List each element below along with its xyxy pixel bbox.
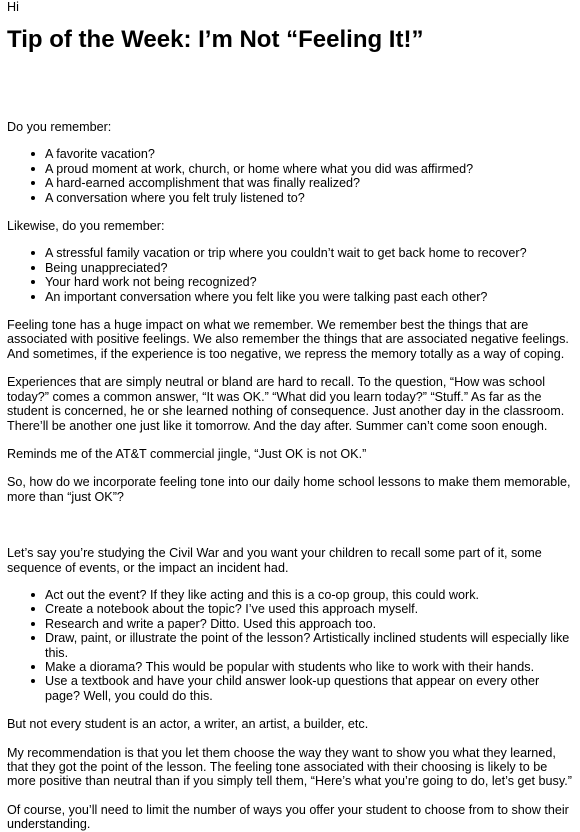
paragraph-jingle: Reminds me of the AT&T commercial jingle, “Just OK is not OK.” [7, 446, 367, 461]
spacer [7, 361, 573, 375]
spacer [7, 134, 573, 147]
list-item: A hard-earned accomplishment that was finally realized? [45, 176, 573, 190]
spacer [7, 304, 573, 318]
intro-remember: Do you remember: [7, 120, 112, 134]
list-item: A favorite vacation? [45, 147, 573, 161]
list-item: An important conversation where you felt like you were talking past each other? [45, 290, 573, 304]
list-item: Research and write a paper? Ditto. Used this approach too. [45, 617, 573, 631]
negative-memories-list [7, 246, 573, 304]
spacer [7, 461, 573, 475]
paragraph-neutral-experiences: Experiences that are simply neutral or bland are hard to recall. To the question, “How was school today?” comes a common answer, “It was OK.” “What did you learn today?” “Stuff.” As far as the student is concerned, he or she learned nothing of consequence. Just another day in the classroom. There’ll be another one just like it tomorrow. And the day after. Summer can’t come soon enough. [7, 375, 565, 433]
spacer [7, 789, 573, 803]
spacer [7, 433, 573, 447]
list-item: A proud moment at work, church, or home where what you did was affirmed? [45, 162, 573, 176]
paragraph-not-every-student: But not every student is an actor, a writer, an artist, a builder, etc. [7, 717, 369, 732]
spacer [7, 205, 573, 219]
spacer [7, 732, 573, 746]
spacer [7, 54, 573, 120]
list-item: Make a diorama? This would be popular with students who like to work with their hands. [45, 660, 573, 674]
intro-likewise: Likewise, do you remember: [7, 219, 165, 234]
greeting: Hi [7, 0, 19, 14]
list-item: Being unappreciated? [45, 261, 573, 275]
list-item: Use a textbook and have your child answer look-up questions that appear on every other page? Well, you could do this. [45, 674, 573, 703]
paragraph-recommendation: My recommendation is that you let them choose the way they want to show you what they learned, that they got the point of the lesson. The feeling tone associated with their choosing is likely to be more positive than neutral than if you simply tell them, “Here’s what you’re going to do, let’s get busy.” [7, 745, 572, 789]
list-item: Your hard work not being recognized? [45, 275, 573, 289]
list-item: A stressful family vacation or trip where you couldn’t wait to get back home to recover? [45, 246, 573, 260]
list-item: Draw, paint, or illustrate the point of the lesson? Artistically inclined students will especially like this. [45, 631, 573, 660]
list-item: A conversation where you felt truly listened to? [45, 191, 573, 205]
spacer [7, 233, 573, 246]
positive-memories-list [7, 147, 573, 205]
spacer [7, 504, 573, 546]
paragraph-feeling-tone: Feeling tone has a huge impact on what we remember. We remember best the things that are associated with positive feelings. We also remember the things that are associated negative feelings. And sometimes, if the experience is too negative, we repress the memory totally as a way of coping. [7, 318, 569, 361]
paragraph-civil-war: Let’s say you’re studying the Civil War and you want your children to recall some part of it, some sequence of events, or the impact an incident had. [7, 546, 542, 575]
activity-options-list [7, 588, 573, 703]
list-item: Act out the event? If they like acting and this is a co-op group, this could work. [45, 588, 573, 602]
spacer [7, 703, 573, 717]
spacer [7, 575, 573, 588]
page-title: Tip of the Week: I’m Not “Feeling It!” [7, 26, 424, 53]
paragraph-limit-choices: Of course, you’ll need to limit the number of ways you offer your student to choose from to show their understanding. [7, 802, 569, 832]
paragraph-question: So, how do we incorporate feeling tone into our daily home school lessons to make them memorable, more than “just OK”? [7, 475, 571, 504]
list-item: Create a notebook about the topic? I’ve used this approach myself. [45, 602, 573, 616]
